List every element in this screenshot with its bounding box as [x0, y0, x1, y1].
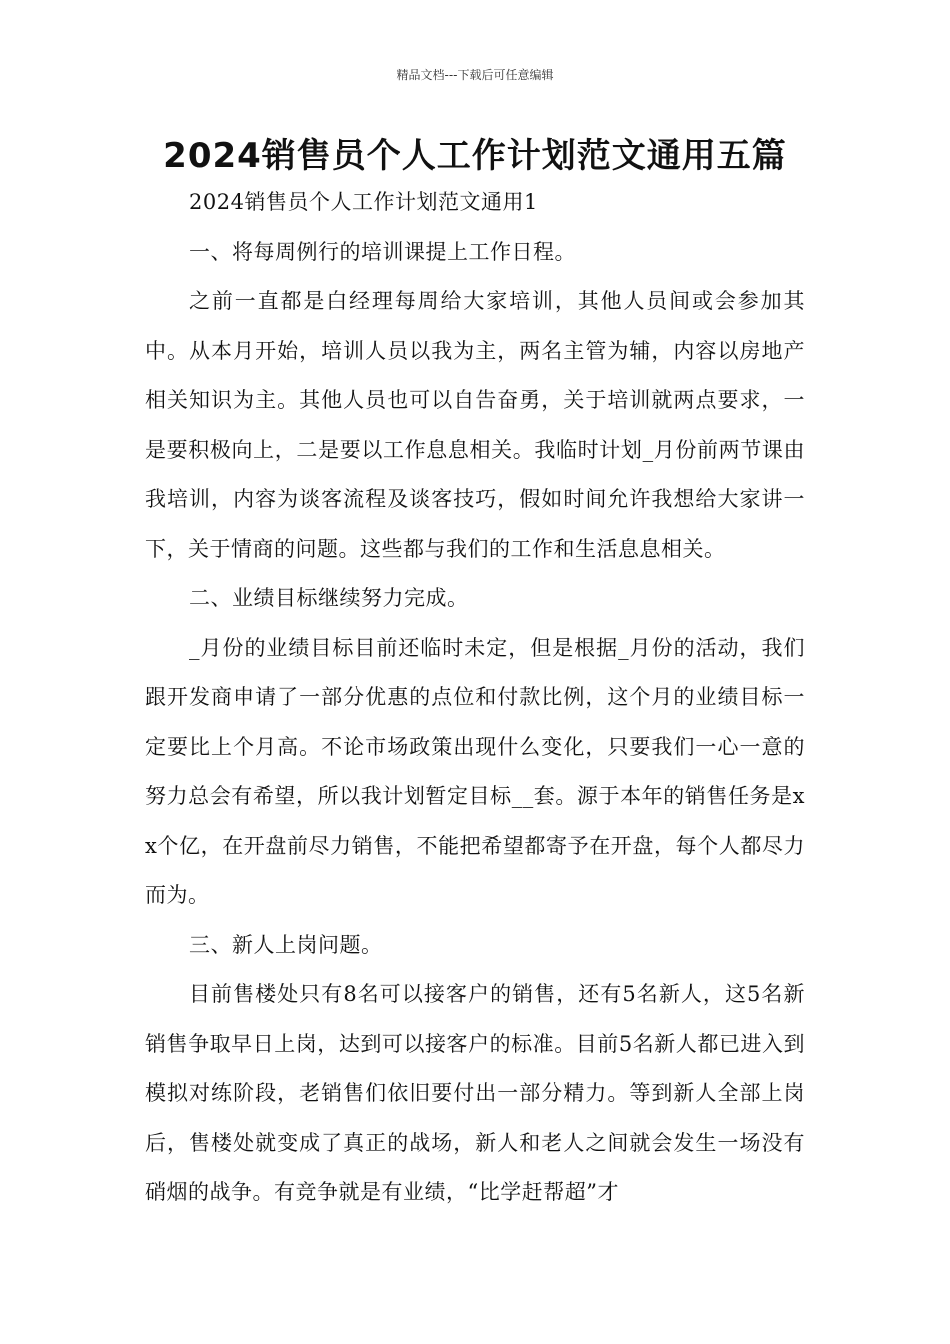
subheading-new-staff: 三、新人上岗问题。	[189, 932, 383, 957]
section-heading-1: 2024销售员个人工作计划范文通用1	[189, 190, 538, 214]
paragraph-new-staff: 目前售楼处只有8名可以接客户的销售，还有5名新人，这5名新销售争取早日上岗，达到可以接客户的标准。目前5名新人都已进入到模拟对练阶段，老销售们依旧要付出一部分精力。等到新人全部上岗后，售楼处就变成了真正的战场，新人和老人之间就会发生一场没有硝烟的战争。有竞争就是有业绩，“比学赶帮超”才	[145, 982, 805, 1204]
subheading-performance: 二、业绩目标继续努力完成。	[189, 586, 469, 610]
subheading-training: 一、将每周例行的培训课提上工作日程。	[189, 239, 576, 264]
header-note: 精品文档---下载后可任意编辑	[396, 68, 554, 82]
document-body	[145, 178, 805, 1218]
paragraph-training: 之前一直都是白经理每周给大家培训，其他人员间或会参加其中。从本月开始，培训人员以我为主，两名主管为辅，内容以房地产相关知识为主。其他人员也可以自告奋勇，关于培训就两点要求，一是要积极向上，二是要以工作息息相关。我临时计划_月份前两节课由我培训，内容为谈客流程及谈客技巧，假如时间允许我想给大家讲一下，关于情商的问题。这些都与我们的工作和生活息息相关。	[145, 289, 805, 561]
page-title: 2024销售员个人工作计划范文通用五篇	[163, 136, 787, 176]
paragraph-performance: _月份的业绩目标目前还临时未定，但是根据_月份的活动，我们跟开发商申请了一部分优惠的点位和付款比例，这个月的业绩目标一定要比上个月高。不论市场政策出现什么变化，只要我们一心一意的努力总会有希望，所以我计划暂定目标__套。源于本年的销售任务是xx个亿，在开盘前尽力销售，不能把希望都寄予在开盘，每个人都尽力而为。	[145, 635, 805, 907]
